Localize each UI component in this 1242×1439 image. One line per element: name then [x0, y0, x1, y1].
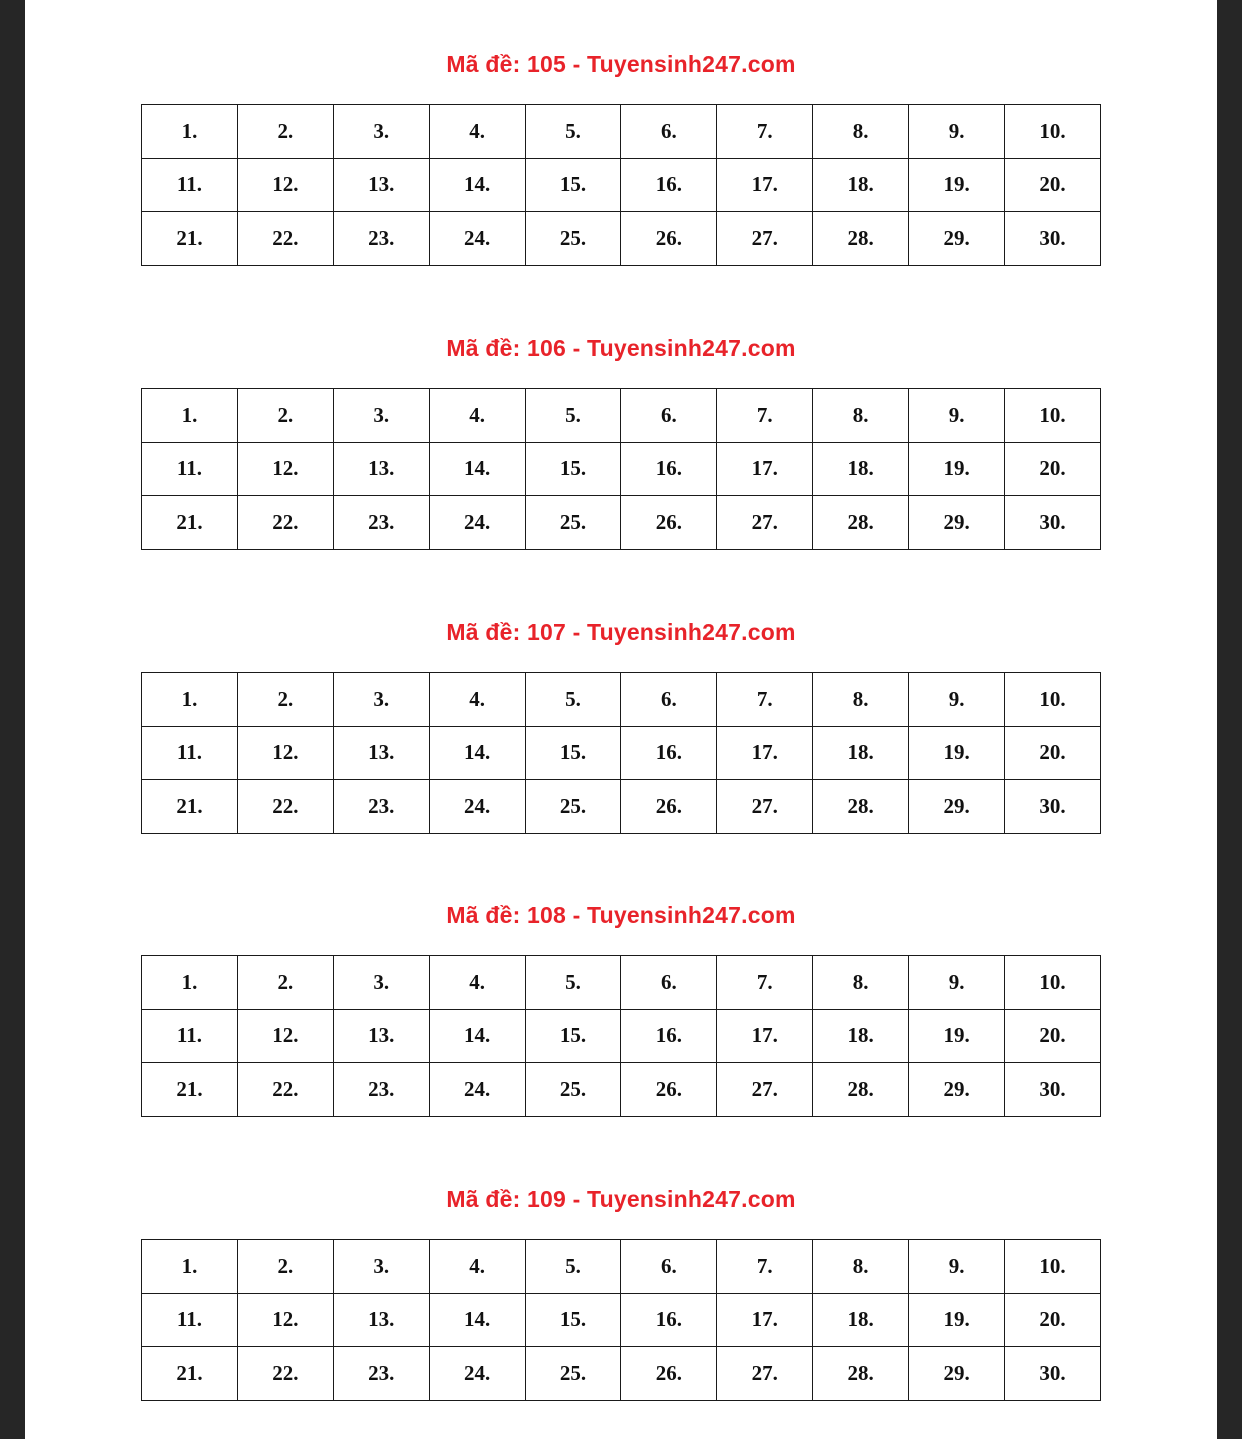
answer-cell: 7. [717, 389, 813, 443]
answer-cell: 12. [237, 726, 333, 780]
answer-cell: 11. [142, 726, 238, 780]
answer-cell: 16. [621, 726, 717, 780]
table-row [142, 212, 1101, 266]
answer-cell: 26. [621, 212, 717, 266]
table-row [142, 780, 1101, 834]
document-page [25, 0, 1217, 1439]
answer-cell: 28. [813, 780, 909, 834]
answer-cell: 24. [429, 1063, 525, 1117]
answer-table [141, 1239, 1101, 1401]
answer-cell: 9. [909, 1240, 1005, 1294]
answer-cell: 20. [1005, 1009, 1101, 1063]
answer-cell: 29. [909, 780, 1005, 834]
answer-cell: 5. [525, 105, 621, 159]
answer-cell: 4. [429, 673, 525, 727]
answer-cell: 25. [525, 1063, 621, 1117]
answer-cell: 7. [717, 956, 813, 1010]
answer-cell: 22. [237, 1347, 333, 1401]
answer-cell: 9. [909, 389, 1005, 443]
answer-cell: 23. [333, 212, 429, 266]
answer-cell: 8. [813, 389, 909, 443]
answer-cell: 20. [1005, 442, 1101, 496]
answer-cell: 3. [333, 673, 429, 727]
answer-cell: 26. [621, 496, 717, 550]
answer-cell: 9. [909, 673, 1005, 727]
answer-cell: 20. [1005, 158, 1101, 212]
answer-cell: 14. [429, 442, 525, 496]
answer-cell: 12. [237, 1293, 333, 1347]
answer-cell: 16. [621, 158, 717, 212]
answer-cell: 7. [717, 1240, 813, 1294]
answer-cell: 15. [525, 726, 621, 780]
answer-cell: 14. [429, 1009, 525, 1063]
answer-cell: 18. [813, 726, 909, 780]
answer-cell: 10. [1005, 956, 1101, 1010]
answer-cell: 8. [813, 673, 909, 727]
answer-cell: 21. [142, 780, 238, 834]
answer-cell: 17. [717, 1293, 813, 1347]
answer-cell: 16. [621, 1293, 717, 1347]
answer-cell: 25. [525, 212, 621, 266]
answer-cell: 3. [333, 105, 429, 159]
answer-cell: 7. [717, 105, 813, 159]
answer-cell: 30. [1005, 1063, 1101, 1117]
table-row [142, 726, 1101, 780]
answer-cell: 1. [142, 1240, 238, 1294]
table-row [142, 158, 1101, 212]
answer-cell: 7. [717, 673, 813, 727]
answer-cell: 17. [717, 726, 813, 780]
answer-cell: 15. [525, 1293, 621, 1347]
answer-cell: 4. [429, 1240, 525, 1294]
answer-cell: 16. [621, 442, 717, 496]
answer-cell: 10. [1005, 105, 1101, 159]
table-row [142, 442, 1101, 496]
answer-cell: 3. [333, 1240, 429, 1294]
answer-cell: 28. [813, 212, 909, 266]
table-row [142, 956, 1101, 1010]
answer-cell: 1. [142, 956, 238, 1010]
answer-cell: 15. [525, 1009, 621, 1063]
answer-cell: 3. [333, 389, 429, 443]
table-row [142, 105, 1101, 159]
answer-cell: 24. [429, 780, 525, 834]
answer-cell: 20. [1005, 1293, 1101, 1347]
answer-cell: 26. [621, 1063, 717, 1117]
answer-cell: 18. [813, 442, 909, 496]
table-row [142, 1063, 1101, 1117]
answer-cell: 6. [621, 105, 717, 159]
answer-cell: 22. [237, 1063, 333, 1117]
answer-cell: 11. [142, 1293, 238, 1347]
answer-cell: 12. [237, 442, 333, 496]
exam-code-title: Mã đề: 107 - Tuyensinh247.com [446, 619, 796, 645]
answer-cell: 25. [525, 1347, 621, 1401]
answer-cell: 13. [333, 442, 429, 496]
answer-cell: 14. [429, 726, 525, 780]
answer-cell: 8. [813, 105, 909, 159]
answer-cell: 19. [909, 1293, 1005, 1347]
answer-cell: 27. [717, 1063, 813, 1117]
table-row [142, 1240, 1101, 1294]
answer-cell: 24. [429, 212, 525, 266]
answer-cell: 19. [909, 1009, 1005, 1063]
answer-cell: 25. [525, 496, 621, 550]
answer-cell: 14. [429, 1293, 525, 1347]
answer-cell: 3. [333, 956, 429, 1010]
answer-cell: 2. [237, 105, 333, 159]
answer-cell: 27. [717, 780, 813, 834]
answer-cell: 6. [621, 956, 717, 1010]
answer-cell: 12. [237, 158, 333, 212]
answer-cell: 2. [237, 956, 333, 1010]
answer-cell: 4. [429, 956, 525, 1010]
exam-code-title: Mã đề: 106 - Tuyensinh247.com [446, 335, 796, 361]
answer-cell: 6. [621, 1240, 717, 1294]
answer-cell: 23. [333, 496, 429, 550]
answer-cell: 5. [525, 956, 621, 1010]
answer-cell: 14. [429, 158, 525, 212]
answer-cell: 13. [333, 158, 429, 212]
exam-code-title: Mã đề: 109 - Tuyensinh247.com [446, 1186, 796, 1212]
answer-cell: 19. [909, 442, 1005, 496]
answer-cell: 23. [333, 780, 429, 834]
answer-cell: 28. [813, 1063, 909, 1117]
answer-cell: 25. [525, 780, 621, 834]
answer-cell: 22. [237, 780, 333, 834]
answer-cell: 27. [717, 496, 813, 550]
answer-cell: 1. [142, 105, 238, 159]
answer-cell: 29. [909, 1063, 1005, 1117]
answer-cell: 15. [525, 442, 621, 496]
table-row [142, 673, 1101, 727]
answer-cell: 22. [237, 212, 333, 266]
answer-table [141, 388, 1101, 550]
answer-cell: 1. [142, 389, 238, 443]
answer-cell: 21. [142, 1063, 238, 1117]
answer-cell: 17. [717, 1009, 813, 1063]
answer-cell: 11. [142, 442, 238, 496]
answer-cell: 30. [1005, 212, 1101, 266]
answer-cell: 2. [237, 1240, 333, 1294]
answer-cell: 19. [909, 726, 1005, 780]
answer-cell: 4. [429, 105, 525, 159]
table-row [142, 1347, 1101, 1401]
answer-cell: 5. [525, 1240, 621, 1294]
answer-cell: 16. [621, 1009, 717, 1063]
table-row [142, 389, 1101, 443]
answer-cell: 10. [1005, 1240, 1101, 1294]
answer-cell: 13. [333, 1293, 429, 1347]
answer-cell: 10. [1005, 673, 1101, 727]
answer-cell: 17. [717, 158, 813, 212]
answer-cell: 21. [142, 1347, 238, 1401]
table-row [142, 496, 1101, 550]
answer-cell: 4. [429, 389, 525, 443]
answer-cell: 5. [525, 673, 621, 727]
answer-cell: 9. [909, 105, 1005, 159]
answer-cell: 1. [142, 673, 238, 727]
answer-cell: 8. [813, 956, 909, 1010]
answer-cell: 26. [621, 1347, 717, 1401]
answer-cell: 20. [1005, 726, 1101, 780]
answer-cell: 27. [717, 212, 813, 266]
answer-cell: 28. [813, 1347, 909, 1401]
answer-cell: 26. [621, 780, 717, 834]
answer-cell: 11. [142, 158, 238, 212]
exam-code-title: Mã đề: 108 - Tuyensinh247.com [446, 902, 796, 928]
answer-cell: 13. [333, 726, 429, 780]
answer-cell: 12. [237, 1009, 333, 1063]
answer-cell: 23. [333, 1063, 429, 1117]
answer-table [141, 672, 1101, 834]
answer-cell: 18. [813, 1293, 909, 1347]
answer-cell: 9. [909, 956, 1005, 1010]
answer-cell: 2. [237, 673, 333, 727]
answer-cell: 30. [1005, 780, 1101, 834]
answer-cell: 2. [237, 389, 333, 443]
answer-table [141, 104, 1101, 266]
answer-cell: 30. [1005, 1347, 1101, 1401]
answer-cell: 6. [621, 389, 717, 443]
answer-cell: 30. [1005, 496, 1101, 550]
answer-cell: 29. [909, 1347, 1005, 1401]
answer-cell: 5. [525, 389, 621, 443]
answer-cell: 11. [142, 1009, 238, 1063]
answer-cell: 18. [813, 158, 909, 212]
answer-cell: 6. [621, 673, 717, 727]
answer-cell: 13. [333, 1009, 429, 1063]
answer-cell: 21. [142, 496, 238, 550]
table-row [142, 1009, 1101, 1063]
answer-table [141, 955, 1101, 1117]
answer-cell: 29. [909, 496, 1005, 550]
answer-cell: 19. [909, 158, 1005, 212]
answer-cell: 21. [142, 212, 238, 266]
exam-code-title: Mã đề: 105 - Tuyensinh247.com [446, 51, 796, 77]
answer-cell: 15. [525, 158, 621, 212]
answer-cell: 24. [429, 1347, 525, 1401]
answer-cell: 29. [909, 212, 1005, 266]
answer-cell: 8. [813, 1240, 909, 1294]
answer-cell: 23. [333, 1347, 429, 1401]
table-row [142, 1293, 1101, 1347]
answer-cell: 10. [1005, 389, 1101, 443]
answer-cell: 24. [429, 496, 525, 550]
answer-cell: 27. [717, 1347, 813, 1401]
answer-cell: 22. [237, 496, 333, 550]
answer-cell: 28. [813, 496, 909, 550]
answer-cell: 17. [717, 442, 813, 496]
answer-cell: 18. [813, 1009, 909, 1063]
